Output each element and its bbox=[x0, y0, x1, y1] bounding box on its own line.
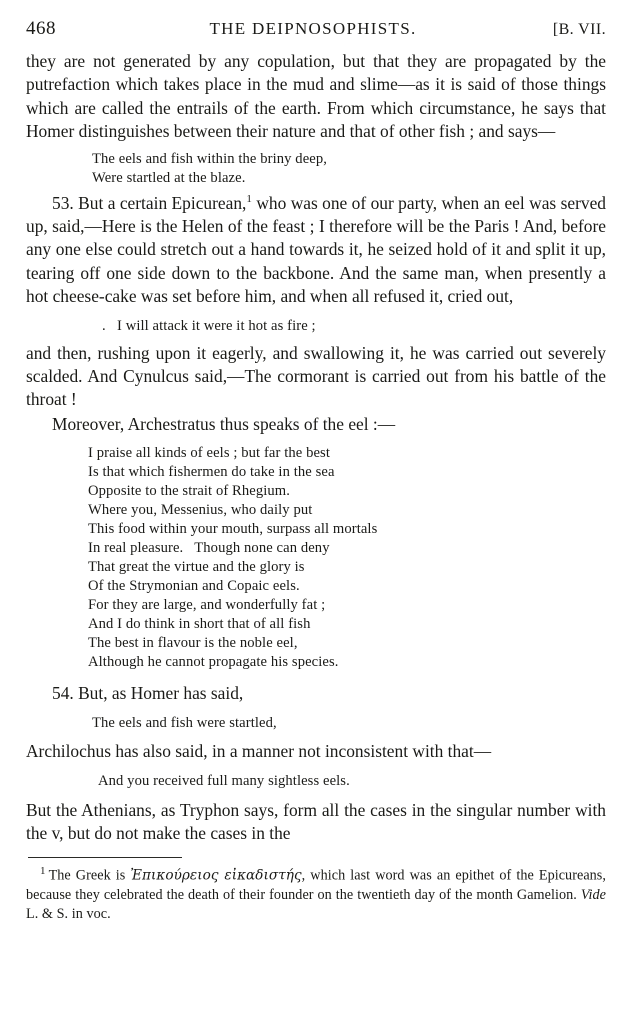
verse-line: . I will attack it were it hot as fire ; bbox=[102, 317, 316, 334]
verse-line: The eels and fish were startled, bbox=[92, 715, 277, 732]
paragraph-continuation: they are not generated by any copulation, but that they are propagated by the putrefaction which takes place in the mud and slime—as it is said of those things which are called the entrails of the earth. From which circumstance, he says that Homer distinguishes between their nature and that of other fish ; and says— bbox=[26, 51, 606, 142]
paragraph-archestratus-intro: Moreover, Archestratus thus speaks of the eel :— bbox=[52, 413, 396, 434]
footnote-text-a: The Greek is bbox=[48, 868, 131, 885]
verse-line: Is that which fishermen do take in the sea bbox=[88, 464, 335, 481]
paragraph-archilochus: Archilochus has also said, in a manner not inconsistent with that— bbox=[26, 741, 492, 762]
page-number: 468 bbox=[26, 18, 56, 39]
running-head bbox=[26, 18, 606, 40]
footnote-block bbox=[26, 864, 606, 923]
paragraph-section-53 bbox=[26, 192, 606, 309]
verse-line: That great the virtue and the glory is bbox=[88, 559, 305, 575]
verse-line: The best in flavour is the noble eel, bbox=[88, 634, 298, 651]
verse-line: For they are large, and wonderfully fat ; bbox=[88, 596, 326, 613]
verse-line: In real pleasure. Though none can deny bbox=[88, 540, 330, 557]
verse-line: And I do think in short that of all fish bbox=[88, 615, 311, 632]
footnote-vide: Vide bbox=[580, 887, 606, 904]
footnote-reference: 1 bbox=[246, 192, 252, 205]
paragraph-cynulcus: and then, rushing upon it eagerly, and swallowing it, he was carried out severely scalded. And Cynulcus said,—The cormorant is carried out from his battle of the throat ! bbox=[26, 342, 606, 410]
verse-block-homer-quote bbox=[26, 150, 606, 188]
footnote-marker: 1 bbox=[40, 865, 46, 878]
footnote-greek-phrase: Ἐπικούρειος εἰκαδιστής bbox=[130, 868, 302, 885]
verse-line: Opposite to the strait of Rhegium. bbox=[88, 483, 291, 500]
verse-block-attack-line bbox=[26, 317, 606, 336]
book-section-marker: [B. VII. bbox=[552, 21, 606, 38]
footnote-divider bbox=[28, 857, 182, 858]
verse-block-homer-startled bbox=[26, 714, 606, 733]
paragraph-section-54: 54. But, as Homer has said, bbox=[52, 682, 244, 703]
verse-line: I praise all kinds of eels ; but far the best bbox=[88, 445, 330, 462]
footnote-text-b: , which last word was an epithet of the Epicureans, because they celebrated the death of their founder on the twentieth day of the month Gamelion. bbox=[26, 868, 606, 904]
footnote-text-c: L. & S. in voc. bbox=[26, 905, 111, 922]
verse-block-archestratus bbox=[26, 444, 606, 672]
verse-line: This food within your mouth, surpass all mortals bbox=[88, 521, 378, 538]
verse-line: The eels and fish within the briny deep, bbox=[92, 150, 328, 167]
section-53-text-b: who was one of our party, when an eel was served up, said,—Here is the Helen of the feast ; I therefore will be the Paris ! And, before any one else could stretch out a hand towards it, he seized hold of it and split it up, tearing off one side down to the backbone. And the same man, when presently a hot cheese-cake was set before him, and when all refused it, cried out, bbox=[26, 192, 606, 307]
verse-line: Although he cannot propagate his species. bbox=[88, 653, 339, 670]
verse-line: Where you, Messenius, who daily put bbox=[88, 502, 313, 519]
paragraph-tryphon: But the Athenians, as Tryphon says, form all the cases in the singular number with the v, but do not make the cases in the bbox=[26, 799, 606, 843]
verse-line: Were startled at the blaze. bbox=[92, 169, 246, 186]
verse-line: And you received full many sightless eels. bbox=[98, 772, 350, 789]
verse-line: Of the Strymonian and Copaic eels. bbox=[88, 577, 300, 594]
section-53-text-a: 53. But a certain Epicurean, bbox=[52, 192, 247, 213]
page-body bbox=[26, 50, 606, 845]
book-title: THE DEIPNOSOPHISTS. bbox=[209, 19, 417, 38]
verse-block-archilochus bbox=[26, 772, 606, 791]
